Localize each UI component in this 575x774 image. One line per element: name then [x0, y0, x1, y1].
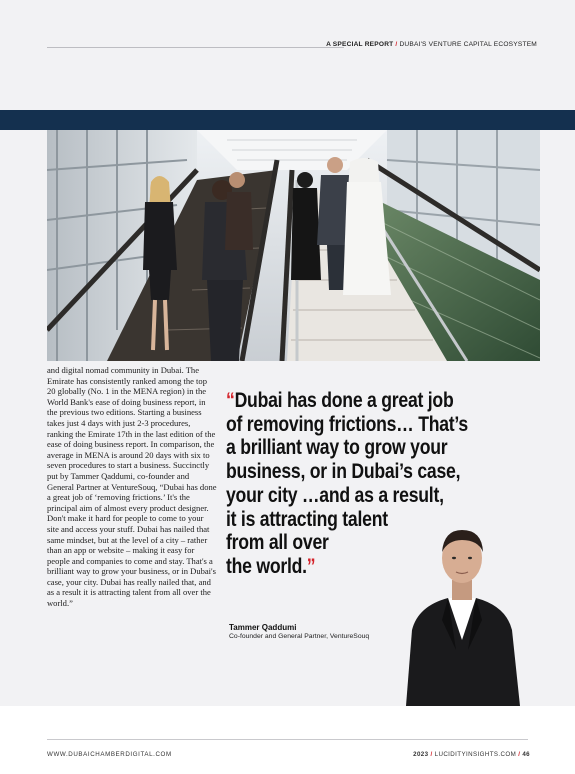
footer-year: 2023	[413, 751, 429, 758]
portrait-photo	[398, 520, 526, 706]
quote-line-7: from all over	[226, 530, 329, 555]
header-slash: /	[395, 41, 398, 48]
person-name: Tammer Qaddumi	[229, 623, 297, 632]
header-topic: DUBAI'S VENTURE CAPITAL ECOSYSTEM	[399, 41, 537, 48]
header-section: A SPECIAL REPORT	[326, 41, 394, 48]
quote-line-4: business, or in Dubai’s case,	[226, 459, 461, 484]
footer-band	[0, 706, 575, 774]
person-title: Co-founder and General Partner, VentureSouq	[229, 633, 370, 640]
quote-line-2: of removing frictions… That’s	[226, 411, 469, 436]
footer-page-info: 2023 / LUCIDITYINSIGHTS.COM / 46	[413, 751, 530, 758]
header-rule	[47, 47, 344, 48]
quote-close-mark: ”	[306, 553, 316, 578]
quote-line-8: the world.”	[226, 553, 316, 578]
quote-open-mark: “	[226, 388, 235, 412]
body-paragraph: and digital nomad community in Dubai. The Emirate has consistently ranked among the top 20 globally (No. 1 in the MENA region) in the World Bank's ease of doing business report, in the previous two editions. Starting a business takes just 4 days with just 2-3 procedures, ranking the Emirate 17th in the last edition of the ease of doing business report. In comparison, the average in MENA is around 20 days with six to seven procedures to start a business. Succinctly put by Tammer Qaddumi, co-founder and General Partner at VentureSouq, “Dubai has done a great job of ‘removing frictions.’ It's the principal aim of almost every product designer. Don't make it hard for people to come to your site and access your stuff. Dubai has nailed that same mindset, but at the level of a city – rather than an app or website – making it easy for people and companies to come and stay. That's a brilliant way to grow your business, or in Dubai's case, your city. Dubai has really nailed that, and as a result it is attracting talent from all over the world.”	[47, 365, 217, 609]
running-header	[326, 41, 537, 48]
quote-line-6: it is attracting talent	[226, 506, 388, 531]
footer-rule	[47, 739, 528, 740]
footer-publication: LUCIDITYINSIGHTS.COM	[434, 751, 517, 758]
quote-line-5: your city …and as a result,	[226, 482, 444, 507]
footer-website: WWW.DUBAICHAMBERDIGITAL.COM	[47, 751, 172, 758]
quote-line-1: “Dubai has done a great job	[226, 388, 454, 412]
quote-line-3: a brilliant way to grow your	[226, 435, 448, 460]
body-column	[47, 365, 217, 609]
navy-band	[0, 110, 575, 130]
escalator-photo	[47, 130, 540, 361]
footer-page-number: 46	[522, 751, 530, 758]
